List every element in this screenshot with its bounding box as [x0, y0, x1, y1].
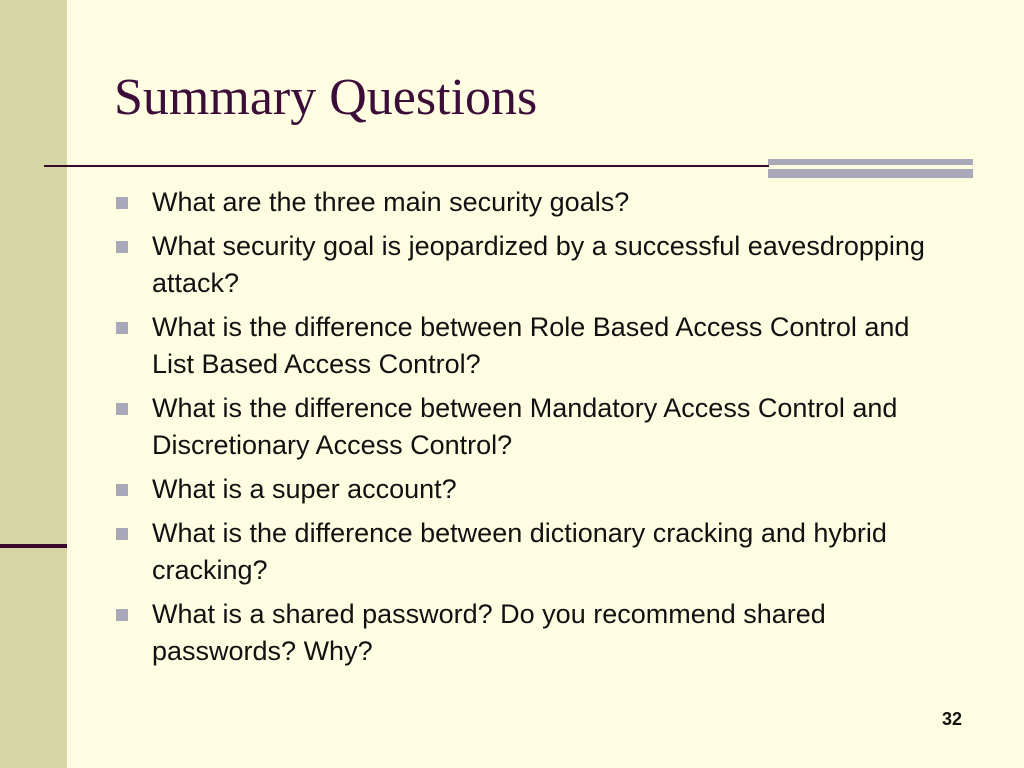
- question-item: [114, 596, 934, 670]
- question-text: What is a shared password? Do you recommend shared passwords? Why?: [152, 599, 826, 666]
- question-text: What security goal is jeopardized by a successful eavesdropping attack?: [152, 231, 925, 298]
- square-bullet-icon: [116, 241, 128, 253]
- question-item: [114, 515, 934, 589]
- left-decorative-band: [0, 0, 67, 768]
- slide-title: Summary Questions: [114, 69, 538, 126]
- question-item: [114, 471, 934, 508]
- question-text: What is the difference between Mandatory Access Control and Discretionary Access Control?: [152, 393, 898, 460]
- question-item: [114, 309, 934, 383]
- square-bullet-icon: [116, 609, 128, 621]
- square-bullet-icon: [116, 484, 128, 496]
- question-item: [114, 390, 934, 464]
- square-bullet-icon: [116, 528, 128, 540]
- question-item: [114, 184, 934, 221]
- square-bullet-icon: [116, 403, 128, 415]
- square-bullet-icon: [116, 322, 128, 334]
- question-text: What is a super account?: [152, 474, 457, 504]
- accent-bar-top: [768, 159, 973, 165]
- page-number: 32: [941, 709, 962, 729]
- question-text: What is the difference between Role Based Access Control and List Based Access Control?: [152, 312, 910, 379]
- question-item: [114, 228, 934, 302]
- question-list: [114, 184, 934, 677]
- question-text: What are the three main security goals?: [152, 187, 630, 217]
- title-underline: [44, 165, 769, 167]
- square-bullet-icon: [116, 197, 128, 209]
- left-band-divider: [0, 544, 67, 548]
- question-text: What is the difference between dictionary cracking and hybrid cracking?: [152, 518, 887, 585]
- accent-bar-bottom: [768, 169, 973, 178]
